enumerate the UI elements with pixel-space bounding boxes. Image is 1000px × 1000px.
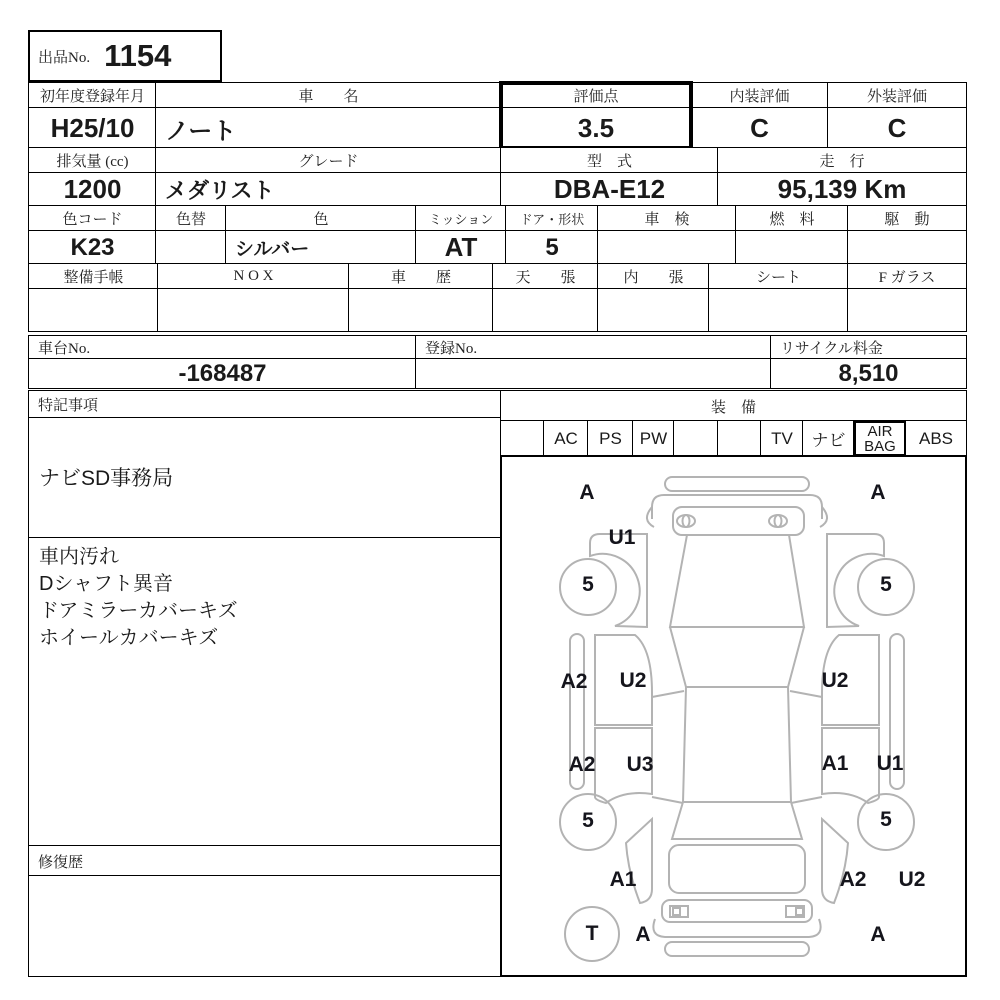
equipment-cell-empty	[717, 420, 762, 457]
equipment-cell-tv: TV	[760, 420, 804, 457]
nox-label: N O X	[157, 263, 350, 290]
notes-condition-line: ホイールカバーキズ	[39, 627, 219, 649]
auction-no-box	[28, 30, 222, 82]
auction-no-value: 1154	[104, 38, 172, 73]
mileage-value: 95,139 Km	[717, 172, 967, 207]
spare-tire-mark: T	[585, 922, 599, 945]
repair-history-value	[28, 875, 502, 977]
equipment-label: 装 備	[500, 390, 967, 422]
wheel-mark: 5	[880, 573, 892, 596]
f-glass-value	[847, 288, 967, 332]
seat-label: シート	[708, 263, 849, 290]
damage-mark: A	[579, 481, 595, 504]
headliner-value	[492, 288, 599, 332]
damage-mark: A	[870, 481, 886, 504]
model-code-label: 型 式	[500, 147, 719, 174]
grade-value: メダリスト	[155, 172, 502, 207]
car-history-value	[348, 288, 494, 332]
drive-value	[847, 230, 967, 265]
equipment-cell-ac: AC	[543, 420, 589, 457]
color-label: 色	[225, 205, 417, 232]
score-value: 3.5	[500, 107, 692, 149]
damage-mark: A2	[568, 753, 596, 776]
transmission-label: ミッション	[415, 205, 507, 232]
damage-mark: A1	[609, 868, 637, 891]
exterior-grade-label: 外装評価	[827, 82, 967, 109]
damage-mark: A	[870, 923, 886, 946]
damage-mark: A2	[839, 868, 867, 891]
displacement-label: 排気量 (cc)	[28, 147, 157, 174]
color-value: シルバー	[225, 230, 417, 265]
door-trim-value	[597, 288, 710, 332]
transmission-value: AT	[415, 230, 507, 265]
damage-mark: A1	[821, 752, 849, 775]
equipment-cell-empty	[500, 420, 545, 457]
interior-grade-value: C	[690, 107, 829, 149]
equipment-cell-ps: PS	[587, 420, 634, 457]
equipment-cell-airbag: AIR BAG	[853, 420, 907, 457]
inspection-value	[597, 230, 737, 265]
first-reg-value: H25/10	[28, 107, 157, 149]
damage-mark: U2	[619, 669, 647, 692]
reg-no-label: 登録No.	[415, 335, 772, 360]
headliner-label: 天 張	[492, 263, 599, 290]
auction-no-label: 出品No.	[38, 49, 91, 66]
color-code-value: K23	[28, 230, 157, 265]
damage-mark: U3	[626, 753, 654, 776]
inspection-label: 車 検	[597, 205, 737, 232]
recycle-fee-label: リサイクル料金	[770, 335, 967, 360]
damage-mark: A	[635, 923, 651, 946]
mileage-label: 走 行	[717, 147, 967, 174]
drive-label: 駆 動	[847, 205, 967, 232]
exterior-grade-value: C	[827, 107, 967, 149]
equipment-cell-empty	[673, 420, 719, 457]
grade-label: グレード	[155, 147, 502, 174]
car-name-label: 車 名	[155, 82, 502, 109]
chassis-no-label: 車台No.	[28, 335, 417, 360]
damage-mark: U1	[608, 526, 636, 549]
first-reg-label: 初年度登録年月	[28, 82, 157, 109]
interior-grade-label: 内装評価	[690, 82, 829, 109]
damage-mark: U2	[898, 868, 926, 891]
wheel-mark: 5	[582, 573, 594, 596]
repair-history-label: 修復歴	[28, 845, 502, 877]
damage-mark: U2	[821, 669, 849, 692]
fuel-value	[735, 230, 849, 265]
f-glass-label: F ガラス	[847, 263, 967, 290]
equipment-cell-pw: PW	[632, 420, 675, 457]
service-book-label: 整備手帳	[28, 263, 159, 290]
notes-condition-box	[28, 537, 502, 847]
damage-mark: A2	[560, 670, 588, 693]
displacement-value: 1200	[28, 172, 157, 207]
nox-value	[157, 288, 350, 332]
notes-office-text: ナビSD事務局	[39, 466, 174, 490]
doors-label: ドア・形状	[505, 205, 599, 232]
wheel-mark: 5	[880, 808, 892, 831]
damage-diagram	[500, 455, 967, 977]
damage-mark: U1	[876, 752, 904, 775]
car-name-value: ノート	[155, 107, 502, 149]
fuel-label: 燃 料	[735, 205, 849, 232]
recycle-fee-value: 8,510	[770, 358, 967, 389]
color-change-value	[155, 230, 227, 265]
car-history-label: 車 歴	[348, 263, 494, 290]
wheel-mark: 5	[582, 809, 594, 832]
notes-condition-line: Dシャフト異音	[39, 573, 174, 595]
score-label: 評価点	[500, 82, 692, 109]
notes-condition-line: 車内汚れ	[39, 546, 119, 568]
notes-office-box	[28, 417, 502, 539]
service-book-value	[28, 288, 159, 332]
doors-value: 5	[505, 230, 599, 265]
model-code-value: DBA-E12	[500, 172, 719, 207]
door-trim-label: 内 張	[597, 263, 710, 290]
seat-value	[708, 288, 849, 332]
color-change-label: 色替	[155, 205, 227, 232]
notes-condition-line: ドアミラーカバーキズ	[39, 600, 238, 622]
notes-label: 特記事項	[28, 390, 502, 419]
chassis-no-value: -168487	[28, 358, 417, 389]
color-code-label: 色コード	[28, 205, 157, 232]
car-outline-drawing	[502, 457, 965, 975]
reg-no-value	[415, 358, 772, 389]
equipment-cell-navi: ナビ	[802, 420, 855, 457]
equipment-cell-abs: ABS	[905, 420, 967, 457]
